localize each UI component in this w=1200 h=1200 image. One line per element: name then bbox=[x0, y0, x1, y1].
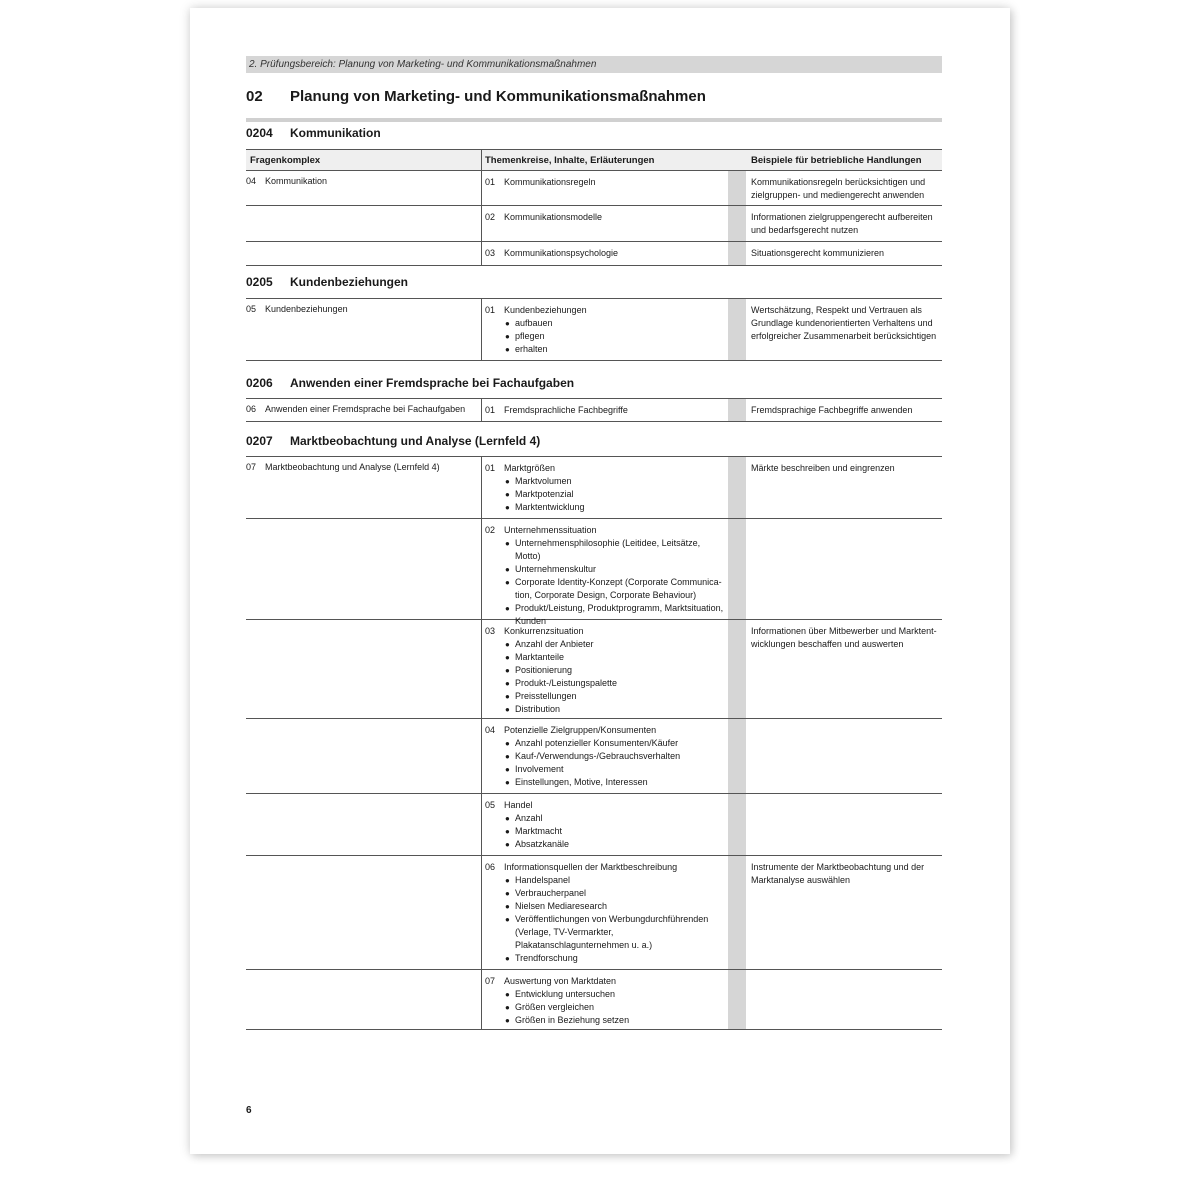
fragenkomplex-cell: 07 Marktbeobachtung und Analyse (Lernfeld 4) bbox=[246, 462, 440, 472]
table-row bbox=[246, 206, 942, 242]
table-kommunikation bbox=[246, 149, 942, 266]
section-number: 0206 bbox=[246, 376, 273, 390]
table-kundenbeziehungen bbox=[246, 298, 942, 361]
list-item: ● Marktpotenzial bbox=[505, 489, 574, 499]
column-header-themenkreise: Themenkreise, Inhalte, Erläuterungen bbox=[485, 155, 655, 166]
list-item: ● aufbauen bbox=[505, 318, 553, 328]
themenkreis-cell: 01 Kommunikationsregeln bbox=[485, 177, 596, 187]
document-page bbox=[190, 8, 1010, 1154]
page-number: 6 bbox=[246, 1105, 252, 1116]
list-item: ● Anzahl der Anbieter bbox=[505, 639, 594, 649]
beispiel-cell: Märkte beschreiben und eingrenzen bbox=[751, 463, 895, 473]
list-item: ● Marktmacht bbox=[505, 826, 563, 836]
themenkreis-cell: 06 Informationsquellen der Marktbeschreibung ● Handelspanel ● Verbraucherpanel ● Nielsen Mediaresearch ● Veröffentlichungen von Werbungdurchführenden (Verlage, TV-Vermarkter, Plakatanschlagunternehmen u. a.) ● Trendforschung bbox=[485, 861, 725, 965]
table-row bbox=[246, 171, 942, 206]
table-row bbox=[246, 719, 942, 794]
list-item: ● Positionierung bbox=[505, 665, 573, 675]
list-item: ● Preisstellungen bbox=[505, 691, 577, 701]
running-header: 2. Prüfungsbereich: Planung von Marketing- und Kommunikationsmaßnahmen bbox=[246, 56, 942, 73]
table-row bbox=[246, 298, 942, 361]
list-item: ● Trendforschung bbox=[505, 953, 578, 963]
themenkreis-cell: 03 Konkurrenzsituation ● Anzahl der Anbieter ● Marktanteile ● Positionierung ● Produkt-/Leistungspalette ● Preisstellungen ● Distribution bbox=[485, 625, 725, 716]
chapter-title: Planung von Marketing- und Kommunikationsmaßnahmen bbox=[290, 88, 706, 105]
themenkreis-cell: 02 Unternehmenssituation ● Unternehmensphilosophie (Leitidee, Leitsätze, Motto) ● Unternehmenskultur ● Corporate Identity-Konzept (Corporate Communica-tion, Corporate Design, Corporate Behaviour) ● Produkt/Leistung, Produktprogramm, Marktsituation, Kunden bbox=[485, 525, 724, 626]
table-marktbeobachtung bbox=[246, 456, 942, 1030]
table-row bbox=[246, 242, 942, 266]
list-item: ● Unternehmenskultur bbox=[505, 564, 597, 574]
list-item: ● Anzahl bbox=[505, 813, 543, 823]
themenkreis-cell: 01 Fremdsprachliche Fachbegriffe bbox=[485, 405, 628, 415]
beispiel-cell: Situationsgerecht kommunizieren bbox=[751, 248, 885, 258]
list-item: ● Produkt-/Leistungspalette bbox=[505, 678, 618, 688]
themenkreis-cell: 07 Auswertung von Marktdaten ● Entwicklung untersuchen ● Größen vergleichen ● Größen in Beziehung setzen bbox=[485, 975, 725, 1027]
chapter-number: 02 bbox=[246, 88, 263, 105]
list-item: ● Marktanteile bbox=[505, 652, 565, 662]
fragenkomplex-cell: 06 Anwenden einer Fremdsprache bei Fachaufgaben bbox=[246, 404, 466, 414]
list-item: ● Entwicklung untersuchen bbox=[505, 989, 616, 999]
list-item: ● erhalten bbox=[505, 344, 548, 354]
section-title: Kundenbeziehungen bbox=[290, 275, 408, 289]
list-item: ● Handelspanel bbox=[505, 875, 571, 885]
list-item: ● Absatzkanäle bbox=[505, 839, 570, 849]
fragenkomplex-cell: 05 Kundenbeziehungen bbox=[246, 304, 348, 314]
list-item: ● Nielsen Mediaresearch bbox=[505, 901, 608, 911]
list-item: ● Corporate Identity-Konzept (Corporate Communica-tion, Corporate Design, Corporate Behaviour) bbox=[505, 577, 722, 600]
table-row bbox=[246, 519, 942, 626]
section-number: 0204 bbox=[246, 126, 273, 140]
table-row bbox=[246, 794, 942, 856]
section-number: 0207 bbox=[246, 434, 273, 448]
section-title: Anwenden einer Fremdsprache bei Fachaufgaben bbox=[290, 376, 575, 390]
list-item: ● Veröffentlichungen von Werbungdurchführenden (Verlage, TV-Vermarkter, Plakatanschlagunternehmen u. a.) bbox=[505, 914, 709, 950]
table-row bbox=[246, 620, 942, 719]
beispiel-cell: Informationen über Mitbewerber und Marktent- wicklungen beschaffen und auswerten bbox=[751, 626, 937, 649]
list-item: ● Unternehmensphilosophie (Leitidee, Leitsätze, Motto) bbox=[505, 538, 701, 561]
table-row bbox=[246, 856, 942, 970]
list-item: ● Marktentwicklung bbox=[505, 502, 585, 512]
list-item: ● Größen in Beziehung setzen bbox=[505, 1015, 630, 1025]
table-row bbox=[246, 456, 942, 519]
list-item: ● Produkt/Leistung, Produktprogramm, Marktsituation, Kunden bbox=[505, 603, 724, 626]
column-header-fragenkomplex: Fragenkomplex bbox=[250, 155, 321, 166]
section-title: Kommunikation bbox=[290, 126, 381, 140]
table-fremdsprache bbox=[246, 398, 942, 422]
column-header-beispiele: Beispiele für betriebliche Handlungen bbox=[751, 155, 922, 166]
themenkreis-cell: 02 Kommunikationsmodelle bbox=[485, 212, 603, 222]
list-item: ● Kauf-/Verwendungs-/Gebrauchsverhalten bbox=[505, 751, 681, 761]
beispiel-cell: Wertschätzung, Respekt und Vertrauen als Grundlage kundenorientierten Verhaltens und erfolgreicher Zusammenarbeit berücksichtigen bbox=[751, 305, 937, 341]
themenkreis-cell: 01 Marktgrößen ● Marktvolumen ● Marktpotenzial ● Marktentwicklung bbox=[485, 462, 725, 514]
list-item: ● pflegen bbox=[505, 331, 545, 341]
list-item: ● Involvement bbox=[505, 764, 564, 774]
beispiel-cell: Kommunikationsregeln berücksichtigen und zielgruppen- und mediengerecht anwenden bbox=[751, 177, 926, 200]
list-item: ● Anzahl potenzieller Konsumenten/Käufer bbox=[505, 738, 679, 748]
themenkreis-cell: 03 Kommunikationspsychologie bbox=[485, 248, 619, 258]
list-item: ● Einstellungen, Motive, Interessen bbox=[505, 777, 648, 787]
table-row bbox=[246, 970, 942, 1030]
themenkreis-cell: 05 Handel ● Anzahl ● Marktmacht ● Absatzkanäle bbox=[485, 799, 725, 851]
list-item: ● Verbraucherpanel bbox=[505, 888, 587, 898]
themenkreis-cell: 04 Potenzielle Zielgruppen/Konsumenten ● Anzahl potenzieller Konsumenten/Käufer ● Kauf-/Verwendungs-/Gebrauchsverhalten ● Involvement ● Einstellungen, Motive, Interessen bbox=[485, 724, 725, 789]
section-number: 0205 bbox=[246, 275, 273, 289]
chapter-rule bbox=[246, 118, 942, 122]
fragenkomplex-cell: 04 Kommunikation bbox=[246, 176, 328, 186]
list-item: ● Marktvolumen bbox=[505, 476, 572, 486]
beispiel-cell: Informationen zielgruppengerecht aufbereiten und bedarfsgerecht nutzen bbox=[751, 212, 933, 235]
themenkreis-cell: 01 Kundenbeziehungen ● aufbauen ● pflegen ● erhalten bbox=[485, 304, 725, 356]
beispiel-cell: Instrumente der Marktbeobachtung und der Marktanalyse auswählen bbox=[751, 862, 925, 885]
list-item: ● Distribution bbox=[505, 704, 561, 714]
table-row bbox=[246, 398, 942, 422]
list-item: ● Größen vergleichen bbox=[505, 1002, 595, 1012]
beispiel-cell: Fremdsprachige Fachbegriffe anwenden bbox=[751, 405, 913, 415]
table-header bbox=[246, 149, 942, 171]
section-title: Marktbeobachtung und Analyse (Lernfeld 4) bbox=[290, 434, 541, 448]
